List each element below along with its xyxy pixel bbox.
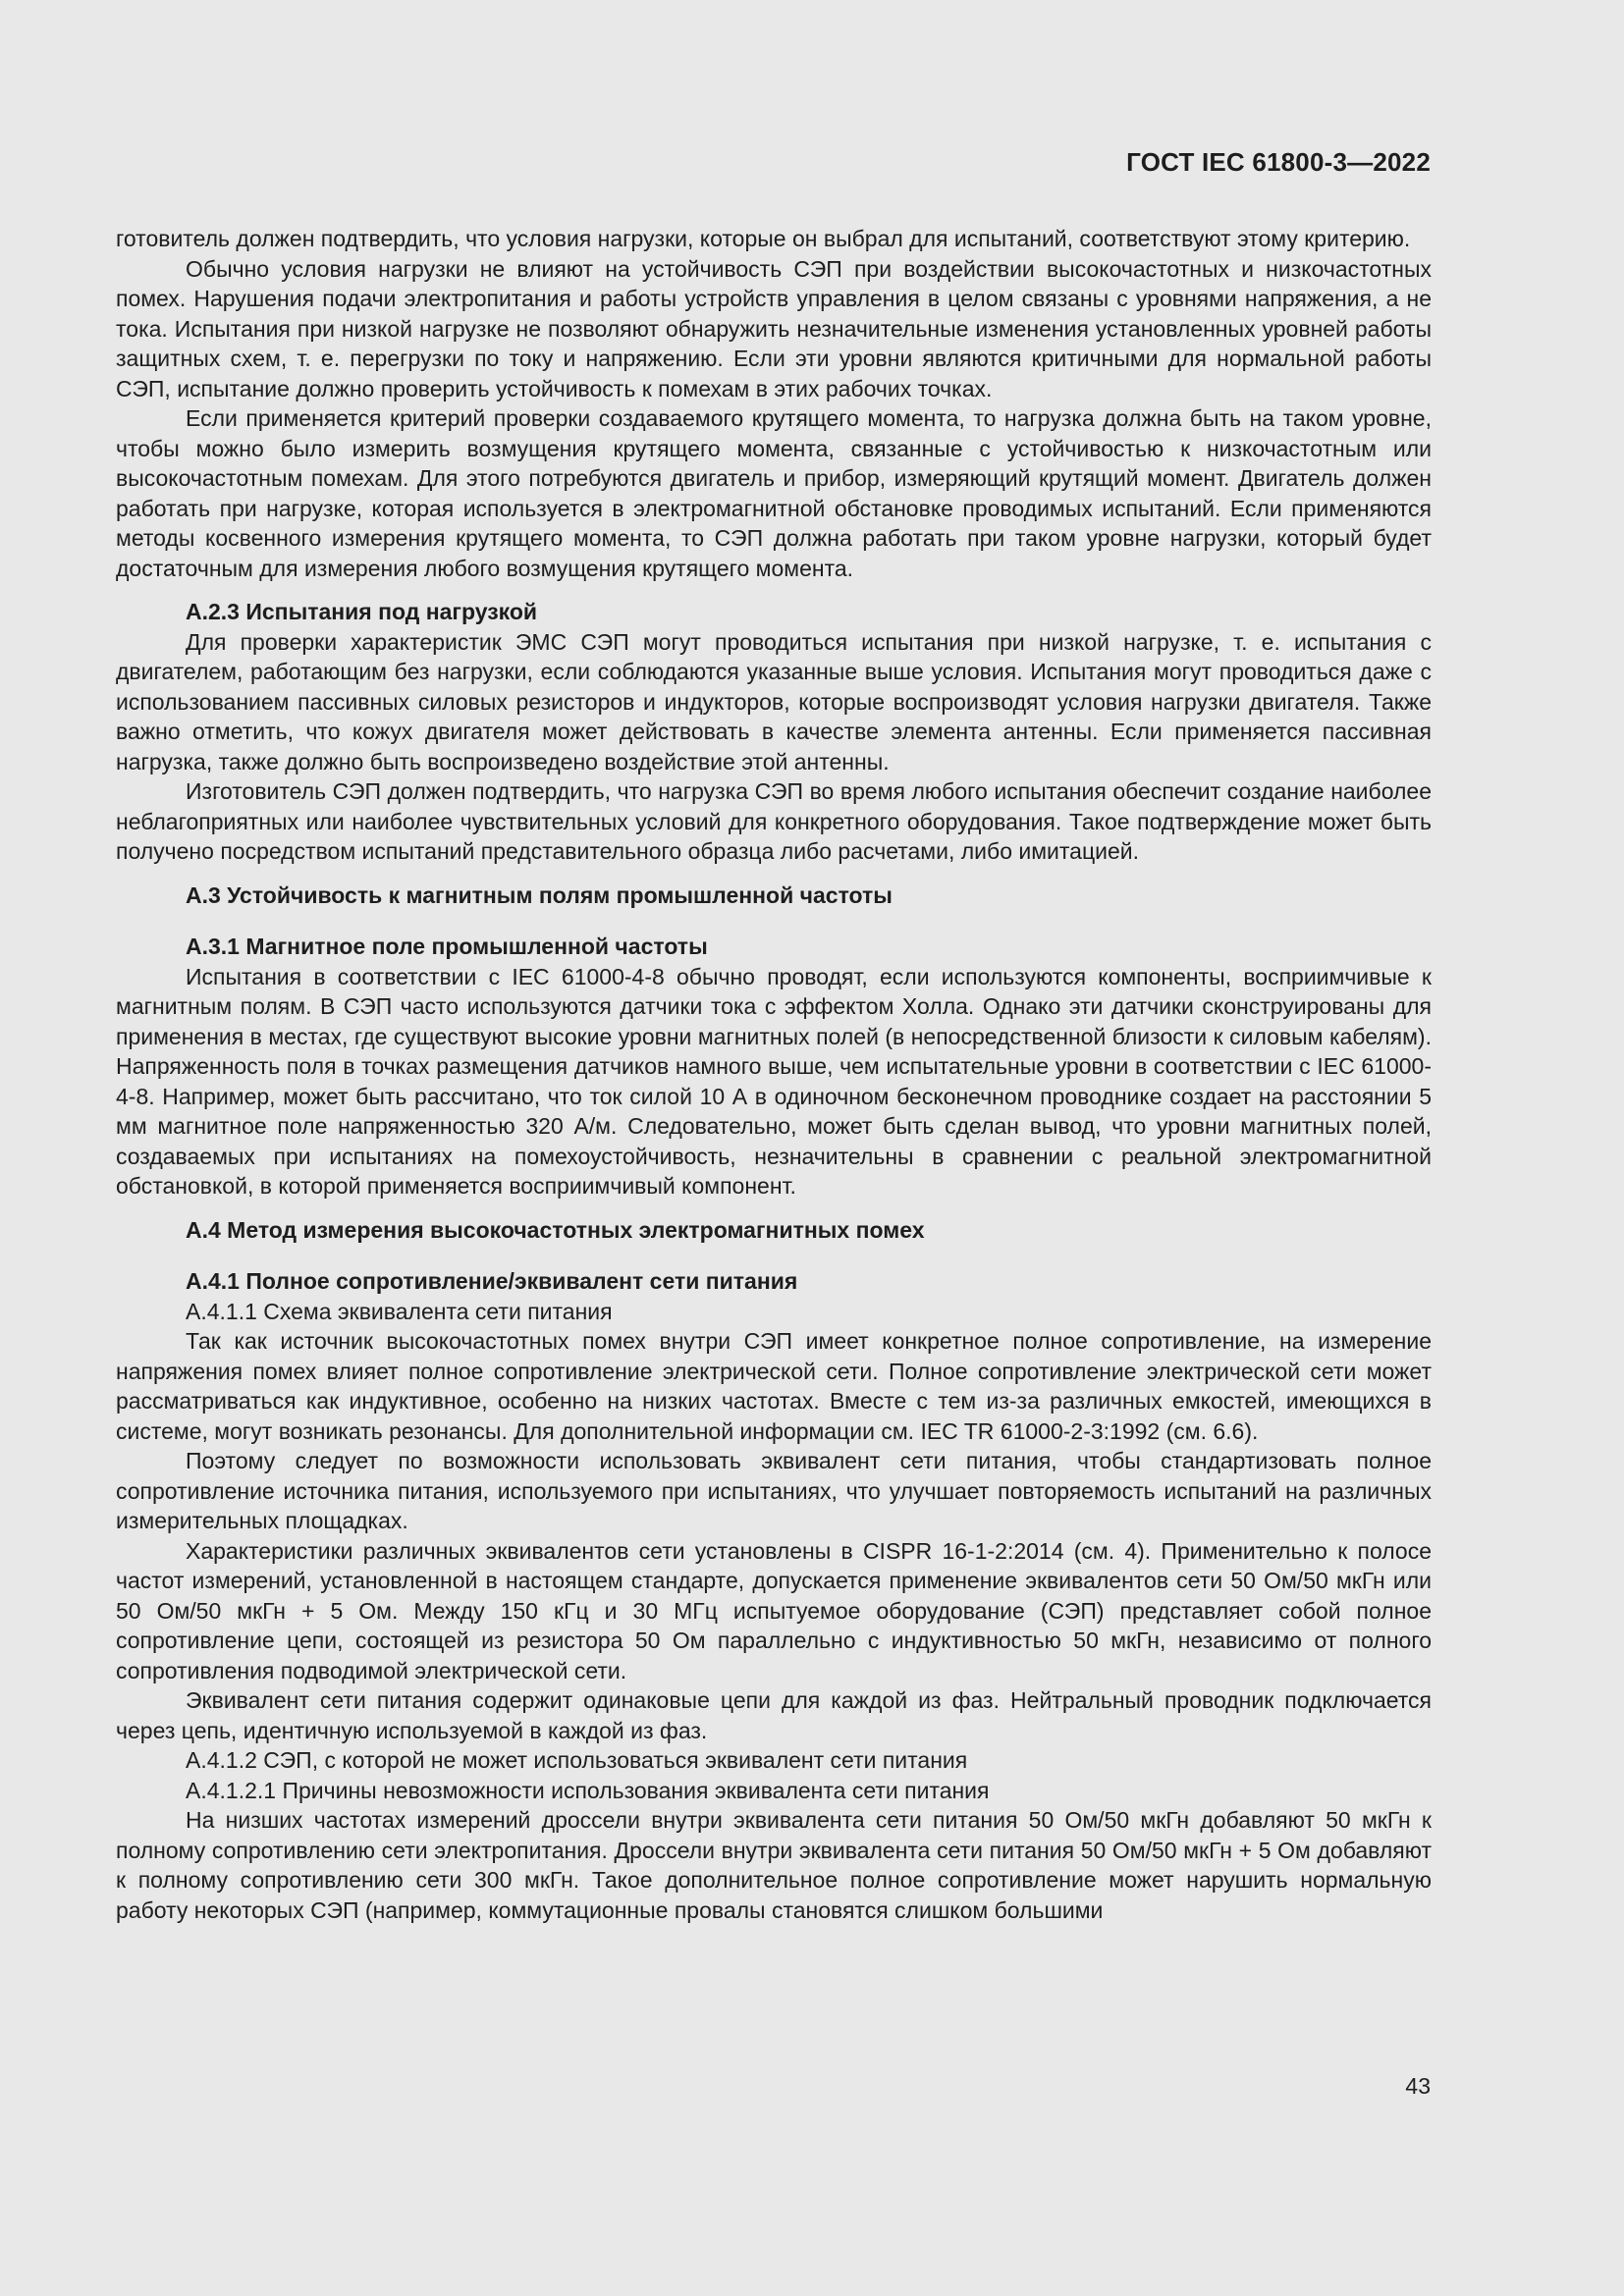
section-heading: A.4 Метод измерения высокочастотных электромагнитных помех <box>186 1216 925 1243</box>
paragraph: Эквивалент сети питания содержит одинаковые цепи для каждой из фаз. Нейтральный проводник подключается через цепь, идентичную используемой в каждой из фаз. <box>116 1687 1432 1743</box>
paragraph: Так как источник высокочастотных помех внутри СЭП имеет конкретное полное сопротивление, на измерение напряжения помех влияет полное сопротивление электрической сети. Полное сопротивление электрической сети может рассматриваться как индуктивное, особенно на низких частотах. Вместе с тем из-за различных емкостей, имеющихся в системе, могут возникать резонансы. Для дополнительной информации см. IEC TR 61000-2-3:1992 (см. 6.6). <box>116 1328 1432 1444</box>
paragraph: На низших частотах измерений дроссели внутри эквивалента сети питания 50 Ом/50 мкГн добавляют 50 мкГн к полному сопротивлению сети электропитания. Дроссели внутри эквивалента сети питания 50 Ом/50 мкГн + 5 Ом добавляют к полному сопротивлению сети 300 мкГн. Такое дополнительное полное сопротивление может нарушить нормальную работу некоторых СЭП (например, коммутационные провалы становятся слишком большими <box>116 1807 1432 1923</box>
paragraph: Поэтому следует по возможности использовать эквивалент сети питания, чтобы стандартизовать полное сопротивление источника питания, используемого при испытаниях, что улучшает повторяемость испытаний на различных измерительных площадках. <box>116 1448 1432 1533</box>
paragraph: Испытания в соответствии с IEC 61000-4-8 обычно проводят, если используются компоненты, восприимчивые к магнитным полям. В СЭП часто используются датчики тока с эффектом Холла. Однако эти датчики сконструированы для применения в местах, где существуют высокие уровни магнитных полей (в непосредственной близости к силовым кабелям). Напряженность поля в точках размещения датчиков намного выше, чем испытательные уровни в соответствии с IEC 61000-4-8. Например, может быть рассчитано, что ток силой 10 А в одиночном бесконечном проводнике создает на расстоянии 5 мм магнитное поле напряженностью 320 А/м. Следовательно, может быть сделан вывод, что уровни магнитных полей, создаваемых при испытаниях на помехоустойчивость, незначительны в сравнении с реальной электромагнитной обстановкой, в которой применяется восприимчивый компонент. <box>116 963 1432 1199</box>
section-heading: A.3 Устойчивость к магнитным полям промышленной частоты <box>186 881 893 908</box>
paragraph: Изготовитель СЭП должен подтвердить, что нагрузка СЭП во время любого испытания обеспечит создание наиболее неблагоприятных или наиболее чувствительных условий для конкретного оборудования. Такое подтверждение может быть получено посредством испытаний представительного образца либо расчетами, либо имитацией. <box>116 778 1432 864</box>
section-heading: A.2.3 Испытания под нагрузкой <box>186 599 538 624</box>
document-body <box>116 224 1432 1925</box>
section-heading: A.4.1 Полное сопротивление/эквивалент сети питания <box>186 1268 798 1294</box>
subsection-title: A.4.1.1 Схема эквивалента сети питания <box>186 1298 613 1324</box>
section-heading: A.3.1 Магнитное поле промышленной частоты <box>186 934 708 959</box>
page-number: 43 <box>1405 2073 1431 2099</box>
paragraph: Для проверки характеристик ЭМС СЭП могут проводиться испытания при низкой нагрузке, т. е. испытания с двигателем, работающим без нагрузки, если соблюдаются указанные выше условия. Испытания могут проводиться даже с использованием пассивных силовых резисторов и индукторов, которые воспроизводят условия нагрузки двигателя. Также важно отметить, что кожух двигателя может действовать в качестве элемента антенны. Если применяется пассивная нагрузка, также должно быть воспроизведено воздействие этой антенны. <box>116 628 1432 774</box>
subsection-title: A.4.1.2 СЭП, с которой не может использоваться эквивалент сети питания <box>186 1747 968 1773</box>
paragraph: Если применяется критерий проверки создаваемого крутящего момента, то нагрузка должна быть на таком уровне, чтобы можно было измерить возмущения крутящего момента, связанные с устойчивостью к низкочастотным или высокочастотным помехам. Для этого потребуются двигатель и прибор, измеряющий крутящий момент. Двигатель должен работать при нагрузке, которая используется в электромагнитной обстановке проводимых испытаний. Если применяются методы косвенного измерения крутящего момента, то СЭП должна работать при таком уровне нагрузки, который будет достаточным для измерения любого возмущения крутящего момента. <box>116 405 1432 581</box>
document-header: ГОСТ IEC 61800-3—2022 <box>1126 147 1431 177</box>
subsection-title: A.4.1.2.1 Причины невозможности использования эквивалента сети питания <box>186 1777 990 1803</box>
paragraph: Характеристики различных эквивалентов сети установлены в CISPR 16-1-2:2014 (см. 4). Применительно к полосе частот измерений, установленной в настоящем стандарте, допускается применение эквивалентов сети 50 Ом/50 мкГн или 50 Ом/50 мкГн + 5 Ом. Между 150 кГц и 30 МГц испытуемое оборудование (СЭП) представляет собой полное сопротивление цепи, состоящей из резистора 50 Ом параллельно с индуктивностью 50 мкГн, независимо от полного сопротивления подводимой электрической сети. <box>116 1537 1432 1683</box>
paragraph: готовитель должен подтвердить, что условия нагрузки, которые он выбрал для испытаний, соответствуют этому критерию. <box>116 226 1411 251</box>
paragraph: Обычно условия нагрузки не влияют на устойчивость СЭП при воздействии высокочастотных и низкочастотных помех. Нарушения подачи электропитания и работы устройств управления в целом связаны с уровнями напряжения, а не тока. Испытания при низкой нагрузке не позволяют обнаружить незначительные изменения установленных уровней работы защитных схем, т. е. перегрузки по току и напряжению. Если эти уровни являются критичными для нормальной работы СЭП, испытание должно проверить устойчивость к помехам в этих рабочих точках. <box>116 255 1432 401</box>
